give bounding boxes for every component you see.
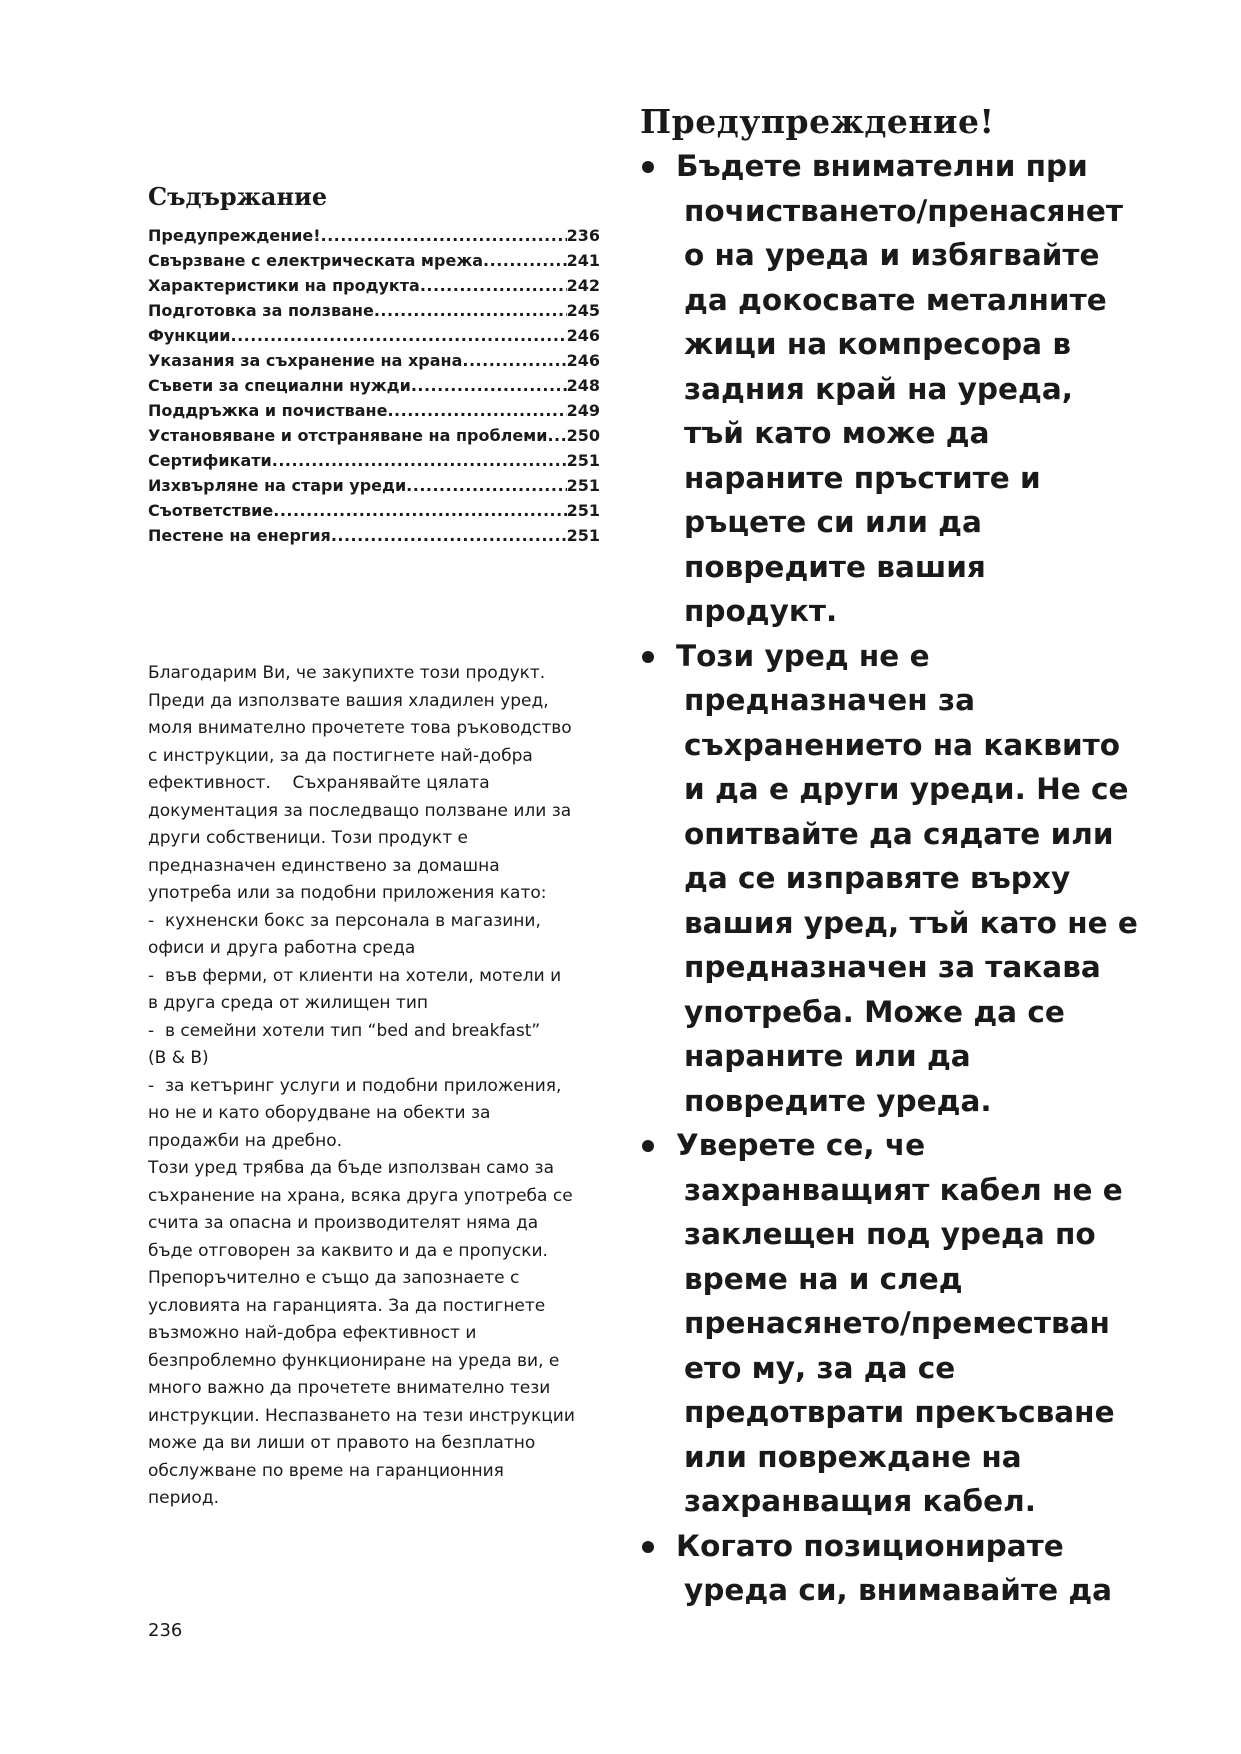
intro-line: с инструкции, за да постигнете най-добра bbox=[148, 745, 533, 766]
intro-line: предназначен единствено за домашна bbox=[148, 855, 500, 876]
intro-line: Препоръчително е също да запознаете с bbox=[148, 1268, 520, 1288]
intro-line: продажби на дребно. bbox=[148, 1130, 343, 1151]
page-number: 236 bbox=[148, 1620, 183, 1641]
intro-line: - в семейни хотели тип “bed and breakfast” bbox=[148, 1020, 541, 1041]
intro-line: обслужване по време на гаранционния bbox=[148, 1460, 504, 1481]
intro-line: може да ви лиши от правото на безплатно bbox=[148, 1433, 536, 1453]
intro-line: в друга среда от жилищен тип bbox=[148, 993, 428, 1013]
intro-line: други собственици. Този продукт е bbox=[148, 828, 468, 848]
toc-entry: Функции ..... 246 bbox=[148, 323, 600, 348]
intro-text bbox=[148, 660, 610, 1513]
toc-entry: Установяване и отстраняване на проблеми ..... 250 bbox=[148, 423, 600, 448]
toc-entry: Изхвърляне на стари уреди ..... 251 bbox=[148, 473, 600, 498]
warning-list bbox=[640, 144, 1230, 1613]
warning-item: Уверете се, че захранващият кабел не е заклещен под уреда по време на и след пренасянето/премeстван ето му, за да се предотврати прекъсване или повреждане на захранващия кабел. bbox=[640, 1123, 1230, 1524]
toc-entry: Съответствие ..... 251 bbox=[148, 498, 600, 523]
intro-line: документация за последващо ползване или за bbox=[148, 800, 572, 821]
intro-line: инструкции. Неспазването на тези инструкции bbox=[148, 1405, 575, 1426]
intro-line: условията на гаранцията. За да постигнете bbox=[148, 1295, 546, 1316]
intro-line: ефективност. Съхранявайте цялата bbox=[148, 773, 490, 793]
intro-line: - за кетъринг услуги и подобни приложения, bbox=[148, 1075, 562, 1096]
intro-line: Преди да използвате вашия хладилен уред, bbox=[148, 690, 549, 711]
intro-line: употреба или за подобни приложения като: bbox=[148, 883, 547, 903]
intro-line: възможно най-добра ефективност и bbox=[148, 1323, 477, 1343]
toc-entry: Указания за съхранение на храна ..... 246 bbox=[148, 348, 600, 373]
bullet-icon bbox=[642, 161, 654, 173]
intro-line: - във ферми, от клиенти на хотели, мотели и bbox=[148, 965, 562, 986]
warning-title: Предупреждение! bbox=[640, 102, 995, 141]
toc-entry: Пестене на енергия ..... 251 bbox=[148, 523, 600, 548]
intro-line: период. bbox=[148, 1488, 219, 1508]
intro-line: съхранение на храна, всяка друга употреба се bbox=[148, 1185, 573, 1206]
table-of-contents bbox=[148, 223, 600, 548]
intro-line: безпроблемно функциониране на уреда ви, е bbox=[148, 1350, 560, 1371]
toc-entry: Характеристики на продукта ..... 242 bbox=[148, 273, 600, 298]
warning-item: Този уред не е предназначен за съхранението на каквито и да е други уреди. Не се опитвайте да сядате или да се изправяте върху вашия уред, тъй като не е предназначен за такава употреба. Може да се нараните или да повредите уреда. bbox=[640, 634, 1230, 1124]
intro-line: счита за опасна и производителят няма да bbox=[148, 1213, 539, 1233]
toc-entry: Предупреждение! ..... 236 bbox=[148, 223, 600, 248]
toc-entry: Свързване с електрическата мрежа ..... 241 bbox=[148, 248, 600, 273]
intro-line: бъде отговорен за каквито и да е пропуски. bbox=[148, 1240, 548, 1261]
toc-entry: Подготовка за ползване ..... 245 bbox=[148, 298, 600, 323]
toc-entry: Сертификати ..... 251 bbox=[148, 448, 600, 473]
intro-line: Благодарим Ви, че закупихте този продукт. bbox=[148, 663, 546, 683]
toc-title: Съдържание bbox=[148, 182, 328, 211]
warning-item: Бъдете внимателни при почистването/пренасянет о на уреда и избягвайте да докосвате металните жици на компресора в задния край на уреда, тъй като може да нараните пръстите и ръцете си или да повредите вашия продукт. bbox=[640, 144, 1230, 634]
bullet-icon bbox=[642, 1140, 654, 1152]
bullet-icon bbox=[642, 1541, 654, 1553]
intro-line: - кухненски бокс за персонала в магазини, bbox=[148, 910, 541, 931]
intro-line: Този уред трябва да бъде използван само за bbox=[148, 1158, 554, 1178]
intro-line: но не и като оборудване на обекти за bbox=[148, 1103, 491, 1123]
toc-entry: Съвети за специални нужди ..... 248 bbox=[148, 373, 600, 398]
bullet-icon bbox=[642, 651, 654, 663]
intro-line: офиси и друга работна среда bbox=[148, 938, 416, 958]
warning-item: Когато позиционирате уреда си, внимавайте да bbox=[640, 1524, 1230, 1613]
intro-line: (B & B) bbox=[148, 1048, 209, 1068]
intro-line: много важно да прочетете внимателно тези bbox=[148, 1378, 551, 1398]
intro-line: моля внимателно прочетете това ръководство bbox=[148, 718, 572, 738]
toc-entry: Поддръжка и почистване ..... 249 bbox=[148, 398, 600, 423]
